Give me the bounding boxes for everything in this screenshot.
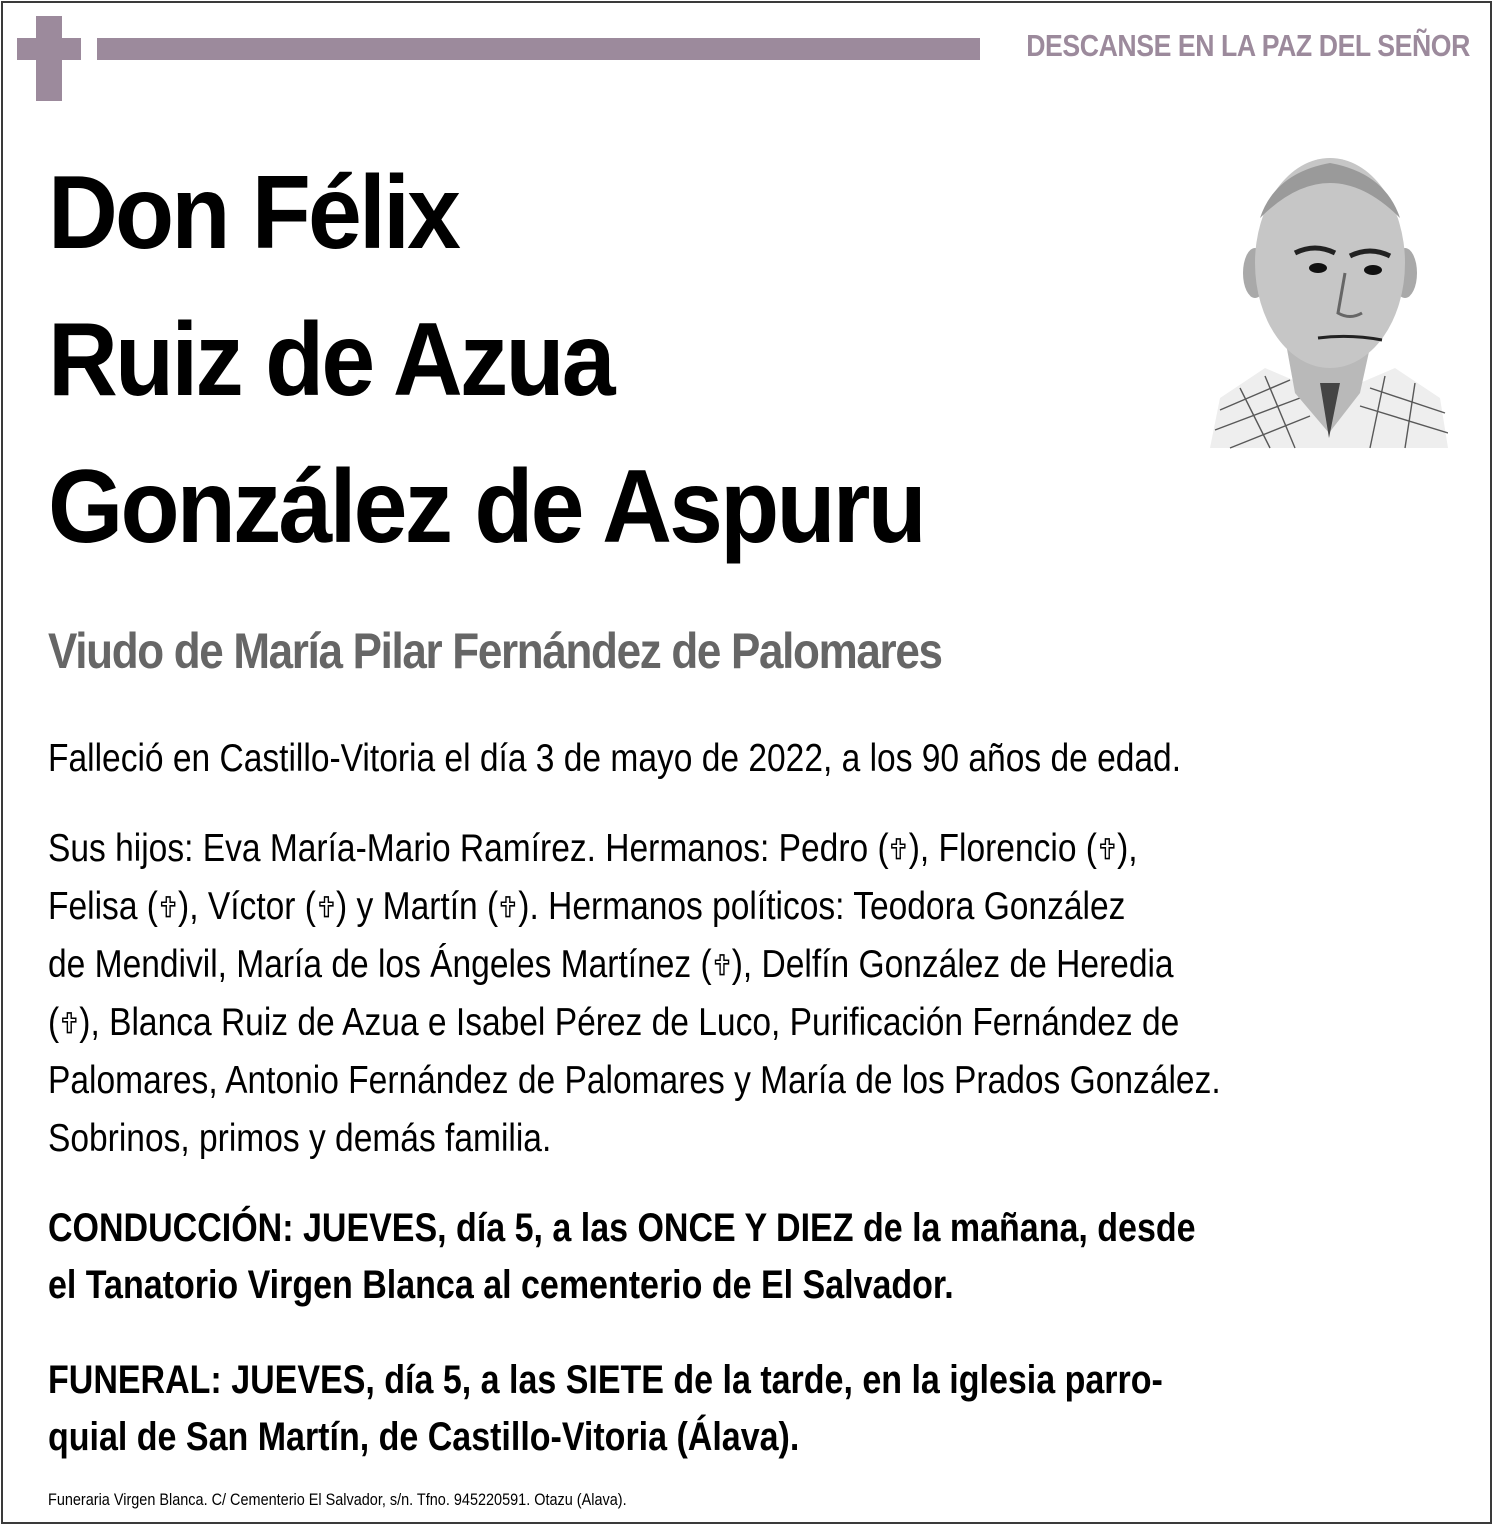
funeral-home-footer: Funeraria Virgen Blanca. C/ Cementerio El Salvador, s/n. Tfno. 945220591. Otazu (Alava).	[48, 1490, 627, 1509]
widower-line: Viudo de María Pilar Fernández de Palomares	[48, 623, 942, 679]
name-line-3: González de Aspuru	[48, 449, 924, 565]
deceased-cross-icon	[713, 954, 730, 975]
deceased-cross-icon	[160, 896, 177, 917]
family-line-5: Palomares, Antonio Fernández de Palomares y María de los Prados González.	[48, 1059, 1221, 1102]
deceased-cross-icon	[500, 896, 517, 917]
family-line-4: ( ), Blanca Ruiz de Azua e Isabel Pérez de Luco, Purificación Fernández de	[48, 1001, 1180, 1044]
death-notice: Falleció en Castillo-Vitoria el día 3 de mayo de 2022, a los 90 años de edad.	[48, 737, 1182, 780]
cross-icon-arm	[17, 38, 81, 60]
funeral-notice: FUNERAL: JUEVES, día 5, a las SIETE de la tarde, en la iglesia parro- quial de San Martín, de Castillo-Vitoria (Álava).	[48, 1358, 1163, 1459]
deceased-cross-icon	[1099, 838, 1116, 859]
name-line-2: Ruiz de Azua	[48, 302, 613, 418]
conduccion-notice: CONDUCCIÓN: JUEVES, día 5, a las ONCE Y DIEZ de la mañana, desde el Tanatorio Virgen Blanca al cementerio de El Salvador.	[48, 1206, 1196, 1307]
deceased-cross-icon	[318, 896, 335, 917]
deceased-name	[48, 140, 924, 581]
name-line-1: Don Félix	[48, 155, 459, 271]
family-line-2: Felisa ( ), Víctor ( ) y Martín ( ). Hermanos políticos: Teodora González	[48, 885, 1126, 928]
header-bar	[97, 38, 980, 60]
family-line-1: Sus hijos: Eva María-Mario Ramírez. Hermanos: Pedro ( ), Florencio ( ),	[48, 827, 1138, 870]
family-line-6: Sobrinos, primos y demás familia.	[48, 1117, 552, 1160]
portrait-photo	[1210, 148, 1448, 450]
deceased-cross-icon	[890, 838, 907, 859]
deceased-cross-icon	[61, 1012, 78, 1033]
family-list	[48, 820, 1446, 1168]
family-line-3: de Mendivil, María de los Ángeles Martínez ( ), Delfín González de Heredia	[48, 943, 1174, 986]
banner-text: DESCANSE EN LA PAZ DEL SEÑOR	[1026, 28, 1470, 63]
